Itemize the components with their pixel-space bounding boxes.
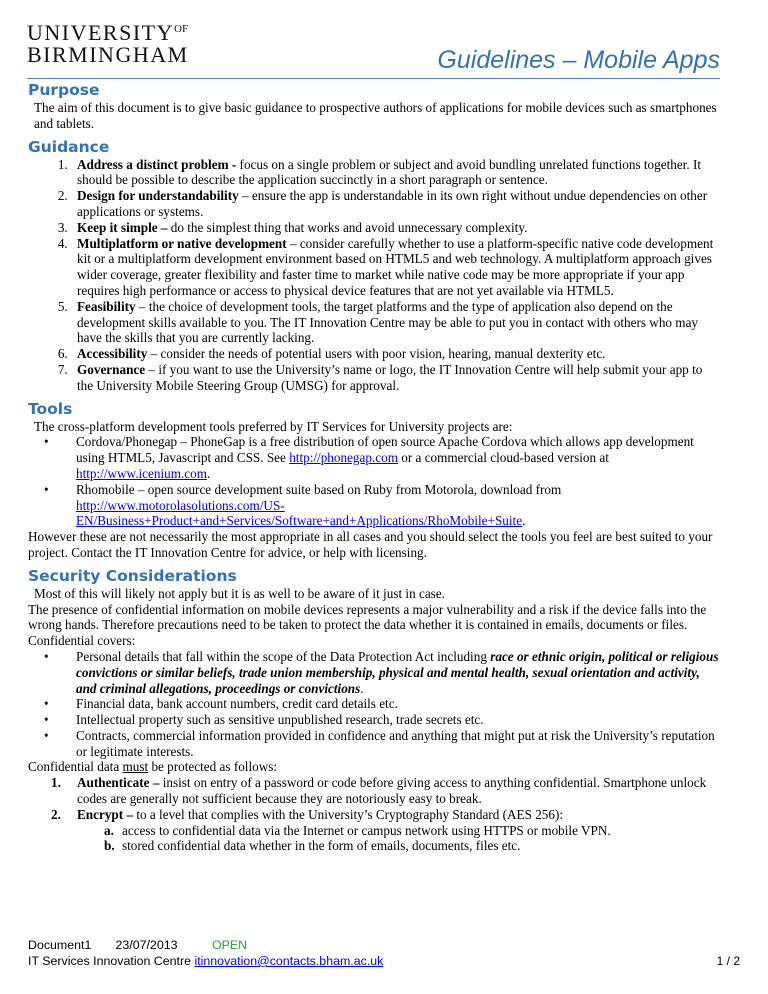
document-body xyxy=(28,80,720,854)
security-paragraph: The presence of confidential information on mobile devices represents a major vulnerability and a risk if the device falls into the wrong hands. Therefore precautions need to be taken to protect the data whether it is contained in emails, documents or files. Confidential covers: xyxy=(28,601,707,649)
logo-university-text: UNIVERSITY xyxy=(27,20,174,45)
guidance-item: 3. Keep it simple – do the simplest thing that works and avoid unnecessary complexity. xyxy=(71,220,720,236)
motorola-link[interactable]: http://www.motorolasolutions.com/US- EN/Business+Product+and+Services/Software+and+Applications/RhoMobile+Suite xyxy=(76,497,523,529)
guidance-item: 4. Multiplatform or native development – consider carefully whether to use a platform-specific native code development kit or a multiplatform development environment based on HTML5 and web technology. A multiplatform approach gives wider coverage, greater flexibility and faster time to market while native code may be more appropriate if your app requires high performance or access to physical device features that are not yet available via HTML5. xyxy=(71,236,720,299)
guidance-heading: Guidance xyxy=(28,137,110,156)
purpose-text: The aim of this document is to give basic guidance to prospective authors of applications for mobile devices such as smartphones and tablets. xyxy=(34,100,717,131)
icenium-link[interactable]: http://www.icenium.com xyxy=(76,465,207,481)
confidential-item-personal: • Personal details that fall within the scope of the Data Protection Act including race or ethnic origin, political or religious convictions or similar beliefs, trade union membership, physical and mental health, sexual orientation and activity, and criminal allegations, proceedings or convictions. xyxy=(70,649,720,696)
guidance-item: 2. Design for understandability – ensure the app is understandable in its own right without undue dependencies on other applications or systems. xyxy=(71,188,720,220)
guidance-item: 5. Feasibility – the choice of development tools, the target platforms and the type of application also depend on the development skills available to you. The IT Innovation Centre may be able to put you in contact with others who may have the skills that you are currently lacking. xyxy=(71,299,720,346)
guidance-item: 1. Address a distinct problem - focus on a single problem or subject and avoid bundling unrelated functions together. It should be possible to describe the application succinctly in a short paragraph or sentence. xyxy=(71,157,720,189)
tools-item-rhomobile: • Rhomobile – open source development suite based on Ruby from Motorola, download from http://www.motorolasolutions.com/US- EN/Business+Product+and+Services/Software+and+Applications/RhoMobile+Suite. xyxy=(70,482,720,529)
encrypt-sublist xyxy=(77,823,720,855)
page-number: 1 / 2 xyxy=(716,954,740,968)
document-title: Guidelines – Mobile Apps xyxy=(437,46,720,74)
guidance-list xyxy=(28,157,720,394)
footer-classification: OPEN xyxy=(211,938,248,952)
footer-centre: IT Services Innovation Centre xyxy=(28,954,195,968)
footer-date: 23/07/2013 xyxy=(115,938,178,952)
footer-doc-name: Document1 xyxy=(28,938,92,952)
footer-email-link[interactable]: itinnovation@contacts.bham.ac.uk xyxy=(194,954,384,968)
protection-item-encrypt: 2. Encrypt – to a level that complies with the University’s Cryptography Standard (AES 256): a. access to confidential data via the Internet or campus network using HTTPS or mobile VPN. b. stored confidential data whether in the form of emails, documents, files etc. xyxy=(71,807,720,854)
security-heading: Security Considerations xyxy=(28,566,237,585)
university-logo xyxy=(27,22,189,66)
tools-outro: However these are not necessarily the most appropriate in all cases and you should select the tools you feel are best suited to your project. Contact the IT Innovation Centre for advice, or help with licensing. xyxy=(28,529,713,560)
confidential-item-ip: • Intellectual property such as sensitive unpublished research, trade secrets etc. xyxy=(70,712,720,728)
encrypt-item-stored: b. stored confidential data whether in the form of emails, documents, files etc. xyxy=(104,838,521,854)
header-divider xyxy=(27,78,720,79)
protection-list xyxy=(28,775,720,854)
logo-birmingham-text: BIRMINGHAM xyxy=(27,42,189,67)
tools-item-cordova: • Cordova/Phonegap – PhoneGap is a free distribution of open source Apache Cordova which allows app development using HTML5, Javascript and CSS. See http://phonegap.com or a commercial cloud-based version at http://www.icenium.com. xyxy=(70,434,720,481)
purpose-heading: Purpose xyxy=(28,81,100,99)
protection-intro: Confidential data must be protected as follows: xyxy=(28,759,278,775)
guidance-item: 7. Governance – if you want to use the University’s name or logo, the IT Innovation Centre will help submit your app to the University Mobile Steering Group (UMSG) for approval. xyxy=(71,362,720,394)
tools-heading: Tools xyxy=(28,399,73,418)
confidential-item-financial: • Financial data, bank account numbers, credit card details etc. xyxy=(70,696,720,712)
page-footer xyxy=(28,937,740,969)
confidential-list xyxy=(28,649,720,760)
guidance-item: 6. Accessibility – consider the needs of potential users with poor vision, hearing, manual dexterity etc. xyxy=(71,346,720,362)
protection-item-authenticate: 1. Authenticate – insist on entry of a password or code before giving access to anything confidential. Smartphone unlock codes are generally not sufficient because they are notoriously easy to break. xyxy=(51,775,707,807)
confidential-item-contracts: • Contracts, commercial information provided in confidence and anything that might put at risk the University’s reputation or legitimate interests. xyxy=(70,728,720,760)
tools-list xyxy=(28,434,720,529)
security-intro: Most of this will likely not apply but it is as well to be aware of it just in case. xyxy=(34,585,445,601)
phonegap-link[interactable]: http://phonegap.com xyxy=(289,450,398,466)
tools-intro: The cross-platform development tools preferred by IT Services for University projects are: xyxy=(34,418,513,434)
encrypt-item-access: a. access to confidential data via the Internet or campus network using HTTPS or mobile VPN. xyxy=(104,822,611,838)
logo-of-text: OF xyxy=(174,23,189,35)
